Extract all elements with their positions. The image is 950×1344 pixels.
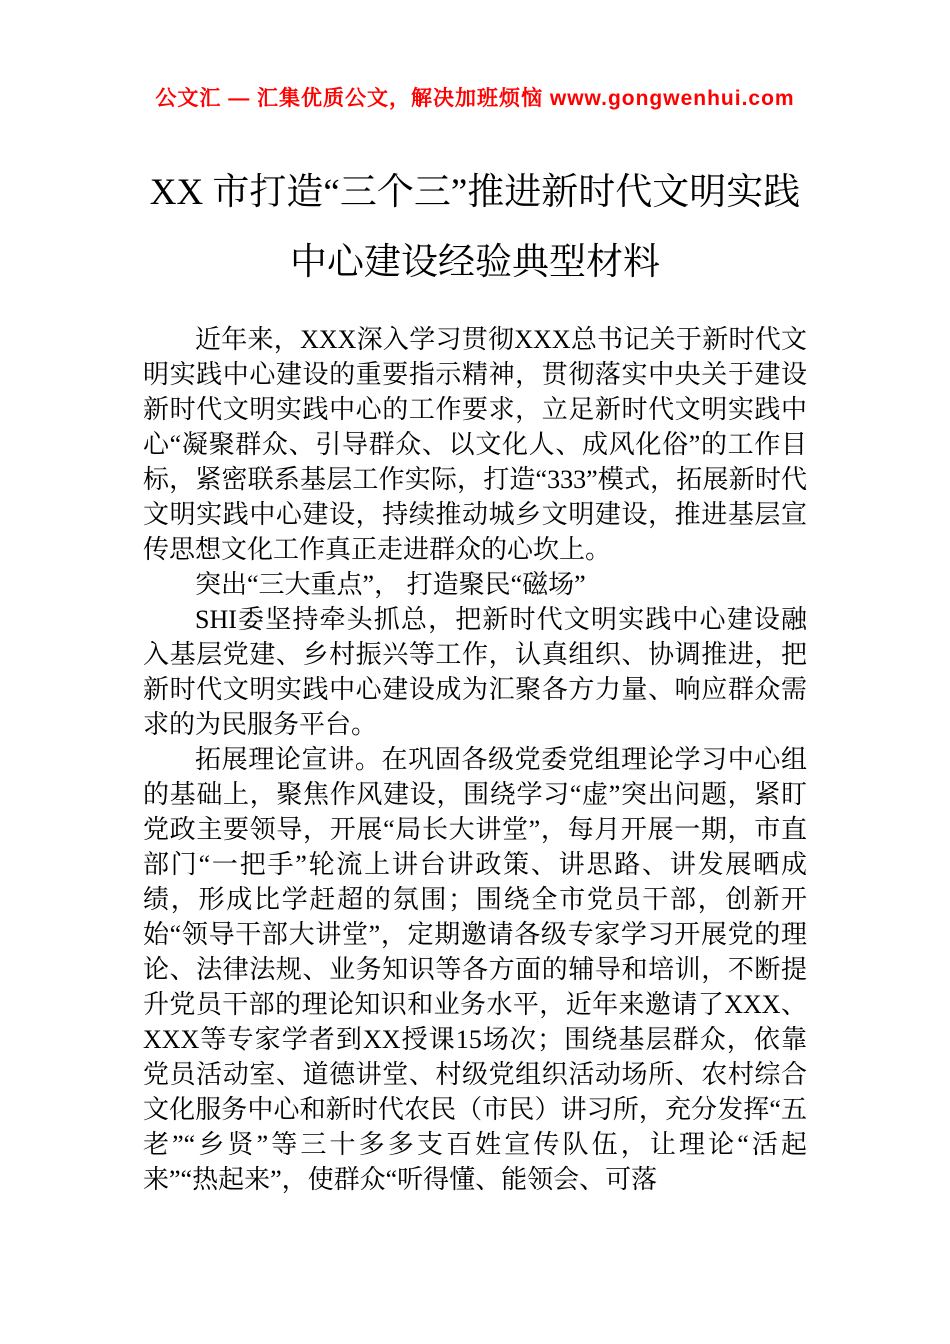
site-banner: [0, 0, 950, 112]
document-title-line-2: 中心建设经验典型材料: [290, 242, 660, 283]
paragraph-shi-committee: SHI委坚持牵头抓总，把新时代文明实践中心建设融入基层党建、乡村振兴等工作，认真组织、协调推进，把新时代文明实践中心建设成为汇聚各方力量、响应群众需求的为民服务平台。: [143, 605, 807, 739]
section-heading-three-key-points: 突出“三大重点”， 打造聚民“磁场”: [195, 570, 586, 599]
document-title: [135, 158, 815, 298]
paragraph-theory-lectures: 拓展理论宣讲。在巩固各级党委党组理论学习中心组的基础上，聚焦作风建设，围绕学习“虚”突出问题，紧盯党政主要领导，开展“局长大讲堂”，每月开展一期，市直部门“一把手”轮流上讲台讲政策、讲思路、讲发展晒成绩，形成比学赶超的氛围；围绕全市党员干部，创新开始“领导干部大讲堂”，定期邀请各级专家学习开展党的理论、法律法规、业务知识等各方面的辅导和培训，不断提升党员干部的理论知识和业务水平，近年来邀请了XXX、XXX等专家学者到XX授课15场次；围绕基层群众，依靠党员活动室、道德讲堂、村级党组织活动场所、农村综合文化服务中心和新时代农民（市民）讲习所，充分发挥“五老”“乡贤”等三十多多支百姓宣传队伍，让理论“活起来”“热起来”，使群众“听得懂、能领会、可落: [143, 745, 807, 1194]
site-banner-text: 公文汇 — 汇集优质公文，解决加班烦恼 www.gongwenhui.com: [155, 87, 795, 110]
document-body: [143, 322, 807, 1197]
document-title-line-1: XX 市打造“三个三”推进新时代文明实践: [149, 172, 801, 213]
paragraph-intro: 近年来，XXX深入学习贯彻XXX总书记关于新时代文明实践中心建设的重要指示精神，贯彻落实中央关于建设新时代文明实践中心的工作要求，立足新时代文明实践中心“凝聚群众、引导群众、以文化人、成风化俗”的工作目标，紧密联系基层工作实际，打造“333”模式，拓展新时代文明实践中心建设，持续推动城乡文明建设，推进基层宣传思想文化工作真正走进群众的心坎上。: [143, 325, 807, 564]
